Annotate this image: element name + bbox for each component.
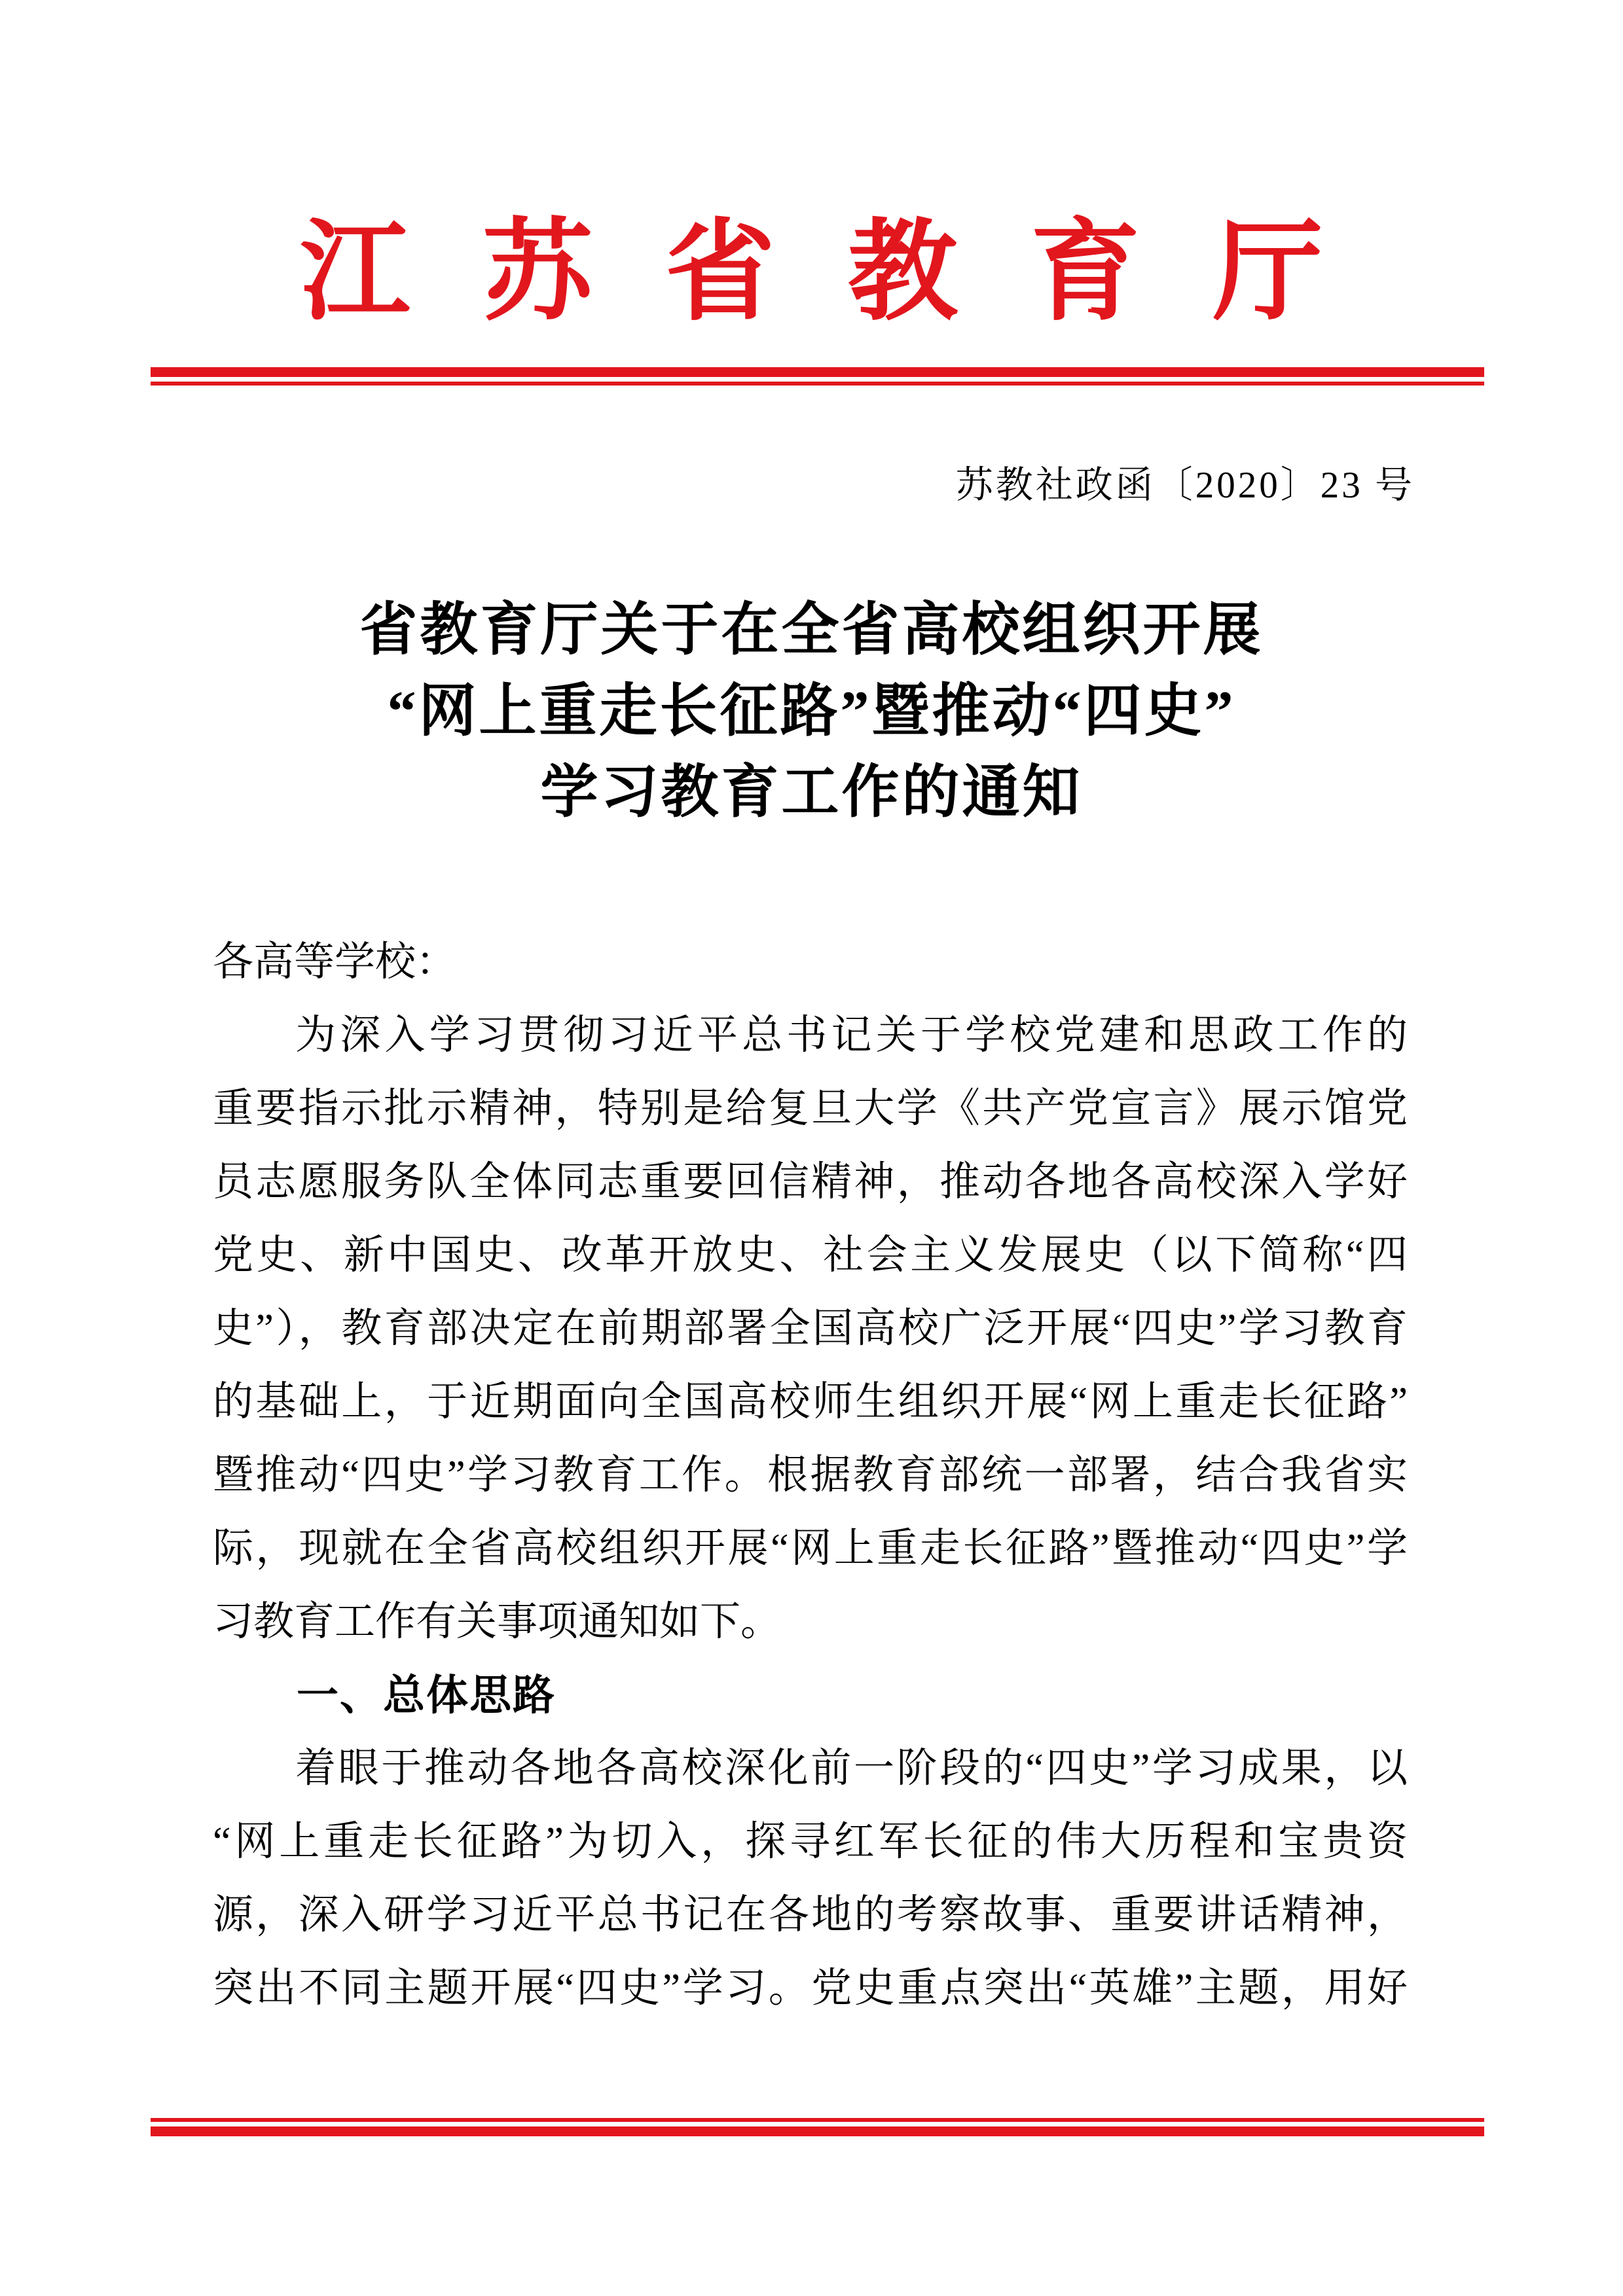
body-line: 暨推动“四史”学习教育工作。根据教育部统一部署，结合我省实 [213, 1453, 1408, 1498]
body-line: 的基础上，于近期面向全国高校师生组织开展“网上重走长征路” [213, 1380, 1408, 1424]
header-rule-thin [151, 382, 1484, 386]
document-body [213, 925, 1408, 2025]
body-line: 为深入学习贯彻习近平总书记关于学校党建和思政工作的 [295, 1013, 1408, 1058]
document-title-line-1: 省教育厅关于在全省高校组织开展 [359, 599, 1264, 662]
section-heading-1: 一、总体思路 [297, 1672, 556, 1719]
body-line: 着眼于推动各地各高校深化前一阶段的“四史”学习成果，以 [295, 1746, 1408, 1791]
body-line: “网上重走长征路”为切入，探寻红军长征的伟大历程和宝贵资 [213, 1820, 1408, 1864]
body-line: 党史、新中国史、改革开放史、社会主义发展史（以下简称“四 [213, 1233, 1408, 1278]
body-line: 史”），教育部决定在前期部署全国高校广泛开展“四史”学习教育 [213, 1306, 1408, 1351]
header-rule-thick [151, 367, 1484, 377]
footer-rule-thin [151, 2118, 1484, 2122]
salutation: 各高等学校： [213, 940, 457, 984]
document-title-line-2: “网上重走长征路”暨推动“四史” [387, 680, 1236, 744]
footer-rule-thick [151, 2126, 1484, 2136]
body-line: 际，现就在全省高校组织开展“网上重走长征路”暨推动“四史”学 [213, 1526, 1408, 1571]
body-line: 源，深入研学习近平总书记在各地的考察故事、重要讲话精神， [213, 1893, 1408, 1937]
body-line: 习教育工作有关事项通知如下。 [213, 1600, 782, 1644]
agency-header-title: 江苏省教育厅 [300, 212, 1396, 334]
document-title-line-3: 学习教育工作的通知 [540, 761, 1083, 825]
body-line: 突出不同主题开展“四史”学习。党史重点突出“英雄”主题，用好 [213, 1966, 1408, 2011]
document-number: 苏教社政函〔2020〕23 号 [955, 465, 1415, 506]
body-line: 员志愿服务队全体同志重要回信精神，推动各地各高校深入学好 [213, 1160, 1408, 1204]
document-title [0, 590, 1623, 834]
body-line: 重要指示批示精神，特别是给复旦大学《共产党宣言》展示馆党 [213, 1086, 1408, 1131]
